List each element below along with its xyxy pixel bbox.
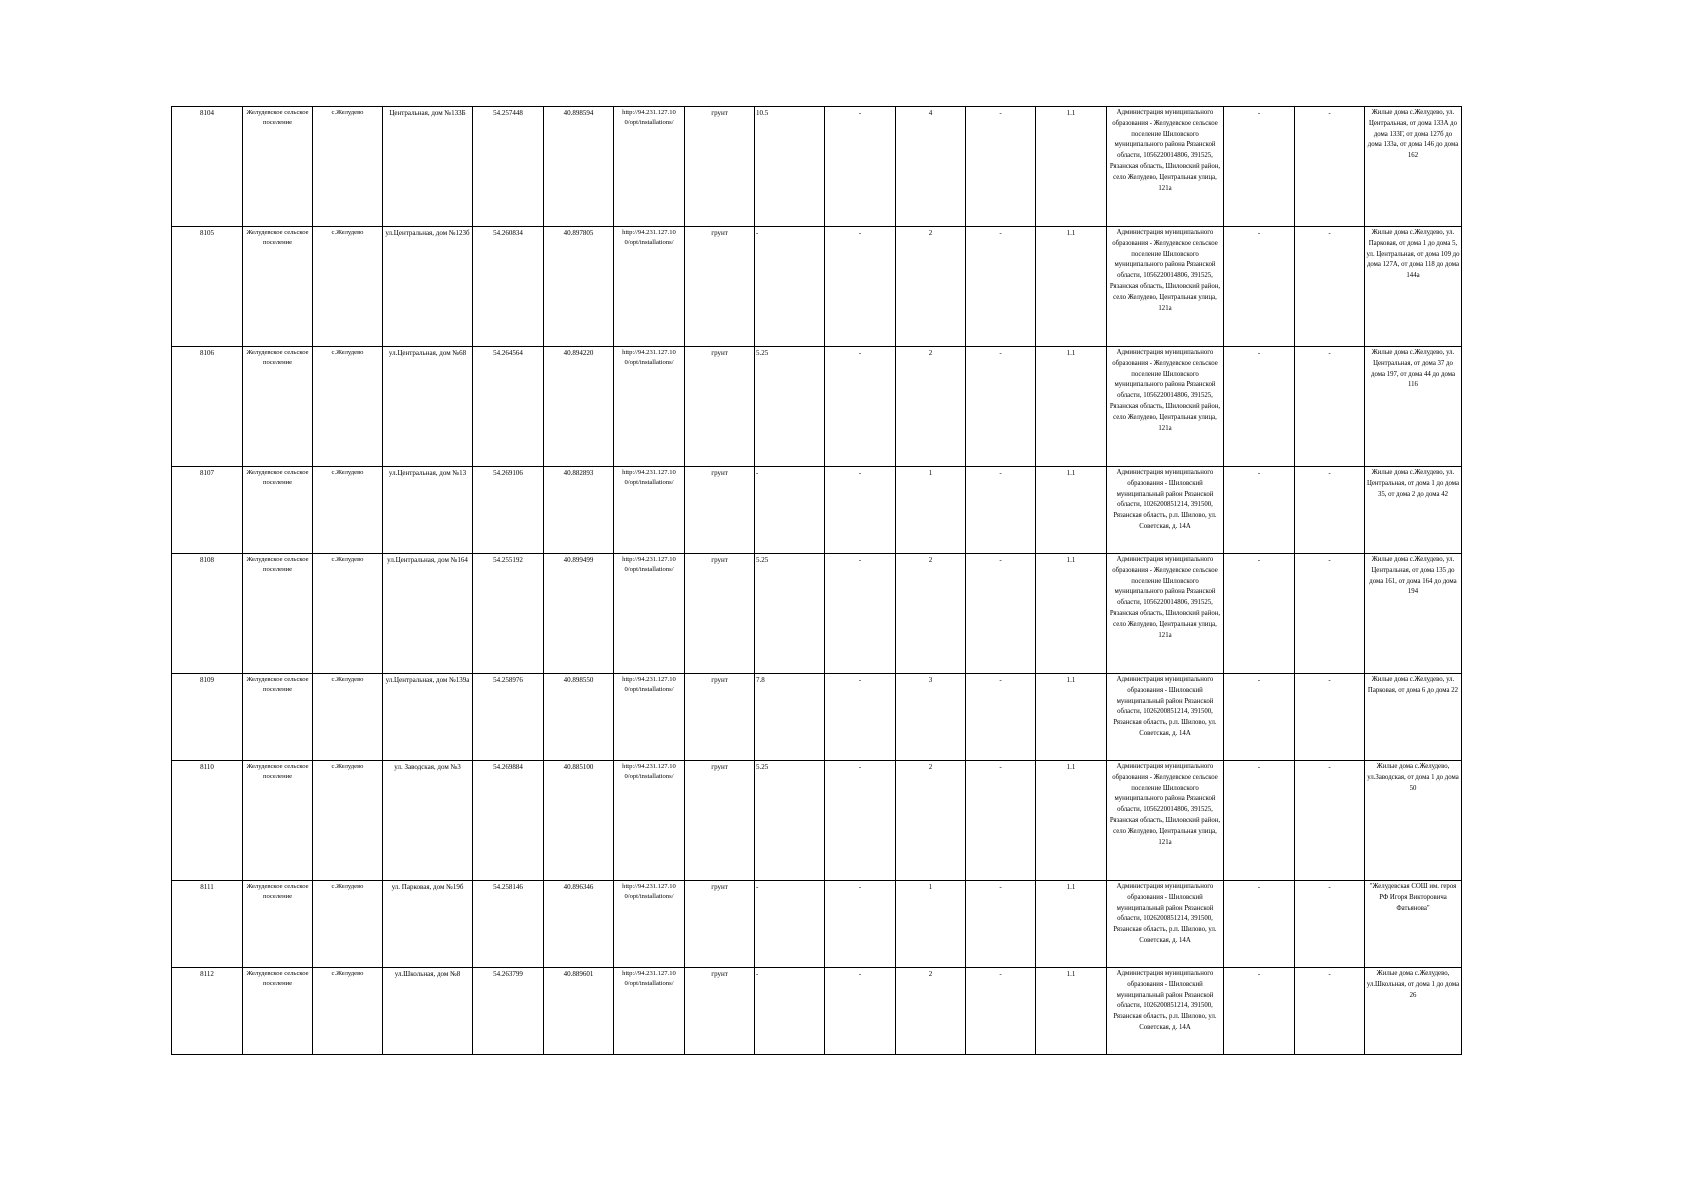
settlement-cell: Желудевское сельское поселение [243, 467, 313, 554]
container-volume-cell: 1.1 [1036, 761, 1107, 881]
longitude-cell: 40.885100 [544, 761, 614, 881]
containers-count-cell: 2 [896, 761, 966, 881]
owner-cell: Администрация муниципального образования - Шиловский муниципальный район Рязанской области, 1026200851214, 391500, Рязанская область, р.п. Шилово, ул. Советская, д. 14А [1107, 674, 1224, 761]
longitude-cell: 40.882893 [544, 467, 614, 554]
waste-sources-cell: Жилые дома с.Желудево, ул. Центральная, от дома 1 до дома 35, от дома 2 до дома 42 [1365, 467, 1462, 554]
site-id: 8111 [172, 881, 243, 968]
containers-count-cell: 2 [896, 968, 966, 1055]
container-volume-cell: 1.1 [1036, 227, 1107, 347]
surface-cell: грунт [685, 674, 755, 761]
col10-cell: - [825, 467, 896, 554]
site-id: 8110 [172, 761, 243, 881]
col10-cell: - [825, 968, 896, 1055]
address-cell: ул.Школьная, дом №8 [383, 968, 473, 1055]
settlement-cell: Желудевское сельское поселение [243, 347, 313, 467]
col16-cell: - [1295, 881, 1365, 968]
site-id: 8108 [172, 554, 243, 674]
url-cell: http://94.231.127.10 0/opt/installations/ [614, 881, 685, 968]
address-cell: ул.Центральная, дом №139а [383, 674, 473, 761]
col16-cell: - [1295, 674, 1365, 761]
waste-sources-cell: Жилые дома с.Желудево, ул. Центральная, от дома 133А до дома 133Г, от дома 127б до дома 133а, от дома 146 до дома 162 [1365, 107, 1462, 227]
latitude-cell: 54.269884 [473, 761, 544, 881]
container-volume-cell: 1.1 [1036, 347, 1107, 467]
area-cell: - [755, 227, 825, 347]
longitude-cell: 40.899499 [544, 554, 614, 674]
containers-count-cell: 3 [896, 674, 966, 761]
table-row [172, 968, 1462, 1055]
site-id: 8112 [172, 968, 243, 1055]
containers-count-cell: 4 [896, 107, 966, 227]
locality-cell: с.Желудево [313, 347, 383, 467]
area-cell: 7.8 [755, 674, 825, 761]
col15-cell: - [1224, 467, 1295, 554]
col16-cell: - [1295, 467, 1365, 554]
settlement-cell: Желудевское сельское поселение [243, 227, 313, 347]
address-cell: ул.Центральная, дом №164 [383, 554, 473, 674]
url-cell: http://94.231.127.10 0/opt/installations/ [614, 968, 685, 1055]
col15-cell: - [1224, 761, 1295, 881]
container-volume-cell: 1.1 [1036, 107, 1107, 227]
locality-cell: с.Желудево [313, 881, 383, 968]
address-cell: ул.Центральная, дом №123б [383, 227, 473, 347]
col10-cell: - [825, 554, 896, 674]
surface-cell: грунт [685, 554, 755, 674]
col12-cell: - [966, 554, 1036, 674]
col16-cell: - [1295, 347, 1365, 467]
col16-cell: - [1295, 968, 1365, 1055]
waste-sites-table [171, 106, 1462, 1055]
url-cell: http://94.231.127.10 0/opt/installations/ [614, 347, 685, 467]
table-row [172, 347, 1462, 467]
container-volume-cell: 1.1 [1036, 881, 1107, 968]
waste-sources-cell: "Желудевская СОШ им. героя РФ Игоря Викторовича Фатьянова" [1365, 881, 1462, 968]
longitude-cell: 40.896346 [544, 881, 614, 968]
container-volume-cell: 1.1 [1036, 674, 1107, 761]
site-id: 8106 [172, 347, 243, 467]
address-cell: Центральная, дом №133Б [383, 107, 473, 227]
containers-count-cell: 1 [896, 467, 966, 554]
col15-cell: - [1224, 107, 1295, 227]
surface-cell: грунт [685, 968, 755, 1055]
settlement-cell: Желудевское сельское поселение [243, 881, 313, 968]
settlement-cell: Желудевское сельское поселение [243, 674, 313, 761]
url-cell: http://94.231.127.10 0/opt/installations/ [614, 674, 685, 761]
area-cell: - [755, 467, 825, 554]
longitude-cell: 40.898594 [544, 107, 614, 227]
latitude-cell: 54.258146 [473, 881, 544, 968]
owner-cell: Администрация муниципального образования - Шиловский муниципальный район Рязанской области, 1026200851214, 391500, Рязанская область, р.п. Шилово, ул. Советская, д. 14А [1107, 881, 1224, 968]
col15-cell: - [1224, 968, 1295, 1055]
settlement-cell: Желудевское сельское поселение [243, 968, 313, 1055]
longitude-cell: 40.894220 [544, 347, 614, 467]
waste-sources-cell: Жилые дома с.Желудево, ул.Заводская, от дома 1 до дома 50 [1365, 761, 1462, 881]
col10-cell: - [825, 674, 896, 761]
owner-cell: Администрация муниципального образования - Желудевское сельское поселение Шиловского муниципального района Рязанской области, 1056220014806, 391525, Рязанская область, Шиловский район, село Желудево, Центральная улица, 121а [1107, 227, 1224, 347]
col12-cell: - [966, 227, 1036, 347]
site-id: 8107 [172, 467, 243, 554]
containers-count-cell: 2 [896, 554, 966, 674]
locality-cell: с.Желудево [313, 968, 383, 1055]
url-cell: http://94.231.127.10 0/opt/installations/ [614, 554, 685, 674]
surface-cell: грунт [685, 347, 755, 467]
table-row [172, 881, 1462, 968]
containers-count-cell: 2 [896, 347, 966, 467]
owner-cell: Администрация муниципального образования - Желудевское сельское поселение Шиловского муниципального района Рязанской области, 1056220014806, 391525, Рязанская область, Шиловский район, село Желудево, Центральная улица, 121а [1107, 107, 1224, 227]
waste-sources-cell: Жилые дома с.Желудево, ул. Центральная, от дома 135 до дома 161, от дома 164 до дома 194 [1365, 554, 1462, 674]
waste-sources-cell: Жилые дома с.Желудево, ул.Школьная, от дома 1 до дома 26 [1365, 968, 1462, 1055]
url-cell: http://94.231.127.10 0/opt/installations/ [614, 761, 685, 881]
locality-cell: с.Желудево [313, 107, 383, 227]
col10-cell: - [825, 227, 896, 347]
container-volume-cell: 1.1 [1036, 467, 1107, 554]
table-row [172, 107, 1462, 227]
url-cell: http://94.231.127.10 0/opt/installations/ [614, 107, 685, 227]
latitude-cell: 54.264564 [473, 347, 544, 467]
col16-cell: - [1295, 554, 1365, 674]
table-row [172, 674, 1462, 761]
area-cell: - [755, 968, 825, 1055]
area-cell: 10.5 [755, 107, 825, 227]
surface-cell: грунт [685, 467, 755, 554]
owner-cell: Администрация муниципального образования - Желудевское сельское поселение Шиловского муниципального района Рязанской области, 1056220014806, 391525, Рязанская область, Шиловский район, село Желудево, Центральная улица, 121а [1107, 761, 1224, 881]
col10-cell: - [825, 881, 896, 968]
container-volume-cell: 1.1 [1036, 554, 1107, 674]
containers-count-cell: 2 [896, 227, 966, 347]
address-cell: ул.Центральная, дом №13 [383, 467, 473, 554]
col12-cell: - [966, 761, 1036, 881]
table-row [172, 554, 1462, 674]
surface-cell: грунт [685, 761, 755, 881]
col15-cell: - [1224, 227, 1295, 347]
url-cell: http://94.231.127.10 0/opt/installations/ [614, 467, 685, 554]
site-id: 8109 [172, 674, 243, 761]
longitude-cell: 40.897805 [544, 227, 614, 347]
col12-cell: - [966, 347, 1036, 467]
locality-cell: с.Желудево [313, 674, 383, 761]
col16-cell: - [1295, 761, 1365, 881]
col10-cell: - [825, 761, 896, 881]
locality-cell: с.Желудево [313, 554, 383, 674]
containers-count-cell: 1 [896, 881, 966, 968]
waste-sources-cell: Жилые дома с.Желудево, ул. Парковая, от дома 1 до дома 5, ул. Центральная, от дома 109 до дома 127А, от дома 118 до дома 144а [1365, 227, 1462, 347]
col10-cell: - [825, 347, 896, 467]
col15-cell: - [1224, 881, 1295, 968]
latitude-cell: 54.255192 [473, 554, 544, 674]
locality-cell: с.Желудево [313, 227, 383, 347]
area-cell: 5.25 [755, 761, 825, 881]
table-body [172, 107, 1462, 1055]
owner-cell: Администрация муниципального образования - Шиловский муниципальный район Рязанской области, 1026200851214, 391500, Рязанская область, р.п. Шилово, ул. Советская, д. 14А [1107, 467, 1224, 554]
col16-cell: - [1295, 227, 1365, 347]
table-row [172, 761, 1462, 881]
col12-cell: - [966, 881, 1036, 968]
col12-cell: - [966, 968, 1036, 1055]
waste-sources-cell: Жилые дома с.Желудево, ул. Парковая, от дома 6 до дома 22 [1365, 674, 1462, 761]
locality-cell: с.Желудево [313, 761, 383, 881]
col16-cell: - [1295, 107, 1365, 227]
longitude-cell: 40.889601 [544, 968, 614, 1055]
col15-cell: - [1224, 347, 1295, 467]
locality-cell: с.Желудево [313, 467, 383, 554]
settlement-cell: Желудевское сельское поселение [243, 107, 313, 227]
settlement-cell: Желудевское сельское поселение [243, 761, 313, 881]
owner-cell: Администрация муниципального образования - Желудевское сельское поселение Шиловского муниципального района Рязанской области, 1056220014806, 391525, Рязанская область, Шиловский район, село Желудево, Центральная улица, 121а [1107, 554, 1224, 674]
area-cell: 5.25 [755, 554, 825, 674]
owner-cell: Администрация муниципального образования - Желудевское сельское поселение Шиловского муниципального района Рязанской области, 1056220014806, 391525, Рязанская область, Шиловский район, село Желудево, Центральная улица, 121а [1107, 347, 1224, 467]
settlement-cell: Желудевское сельское поселение [243, 554, 313, 674]
address-cell: ул. Парковая, дом №19б [383, 881, 473, 968]
site-id: 8104 [172, 107, 243, 227]
col12-cell: - [966, 674, 1036, 761]
owner-cell: Администрация муниципального образования - Шиловский муниципальный район Рязанской области, 1026200851214, 391500, Рязанская область, р.п. Шилово, ул. Советская, д. 14А [1107, 968, 1224, 1055]
latitude-cell: 54.263799 [473, 968, 544, 1055]
col15-cell: - [1224, 554, 1295, 674]
longitude-cell: 40.898550 [544, 674, 614, 761]
site-id: 8105 [172, 227, 243, 347]
table-row [172, 467, 1462, 554]
latitude-cell: 54.258976 [473, 674, 544, 761]
url-cell: http://94.231.127.10 0/opt/installations/ [614, 227, 685, 347]
waste-sources-cell: Жилые дома с.Желудево, ул. Центральная, от дома 37 до дома 197, от дома 44 до дома 116 [1365, 347, 1462, 467]
latitude-cell: 54.257448 [473, 107, 544, 227]
container-volume-cell: 1.1 [1036, 968, 1107, 1055]
address-cell: ул. Заводская, дом №3 [383, 761, 473, 881]
table-row [172, 227, 1462, 347]
col12-cell: - [966, 467, 1036, 554]
col15-cell: - [1224, 674, 1295, 761]
latitude-cell: 54.260834 [473, 227, 544, 347]
area-cell: - [755, 881, 825, 968]
col12-cell: - [966, 107, 1036, 227]
col10-cell: - [825, 107, 896, 227]
address-cell: ул.Центральная, дом №68 [383, 347, 473, 467]
surface-cell: грунт [685, 227, 755, 347]
surface-cell: грунт [685, 107, 755, 227]
latitude-cell: 54.269106 [473, 467, 544, 554]
surface-cell: грунт [685, 881, 755, 968]
area-cell: 5.25 [755, 347, 825, 467]
